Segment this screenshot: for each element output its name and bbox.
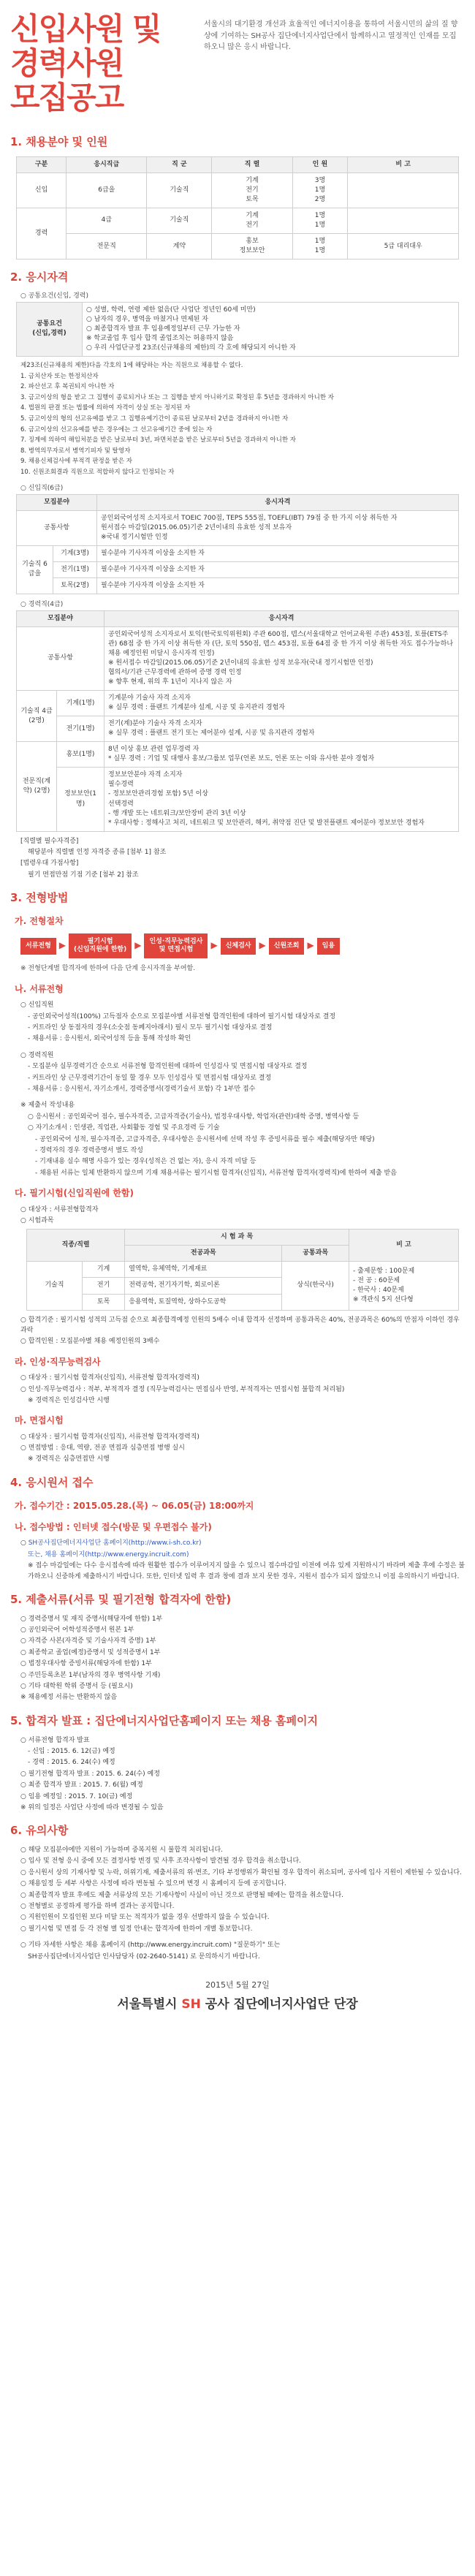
table-cell: 기술직 — [147, 173, 212, 208]
table-row — [17, 626, 459, 690]
list-item: ○ 응시원서 : 공인외국어 점수, 필수자격증, 고급자격증(기술사), 법정우대사항, 학업자(관련)대학 증명, 병역사항 등 — [28, 1113, 360, 1121]
table-cell: 정보보안분야 자격 소지자 필수경력 - 정보보안관리경험 포함) 5년 이상 선택경력 - 행 개발 또는 네트워크/보안장비 관리 3년 이상 * 우대사항 : 정해사고 처리, 네트워크 및 보안관리, 해커, 취약점 진단 및 발전플랜트 제어분야 정보보안 경험자 — [104, 768, 459, 831]
table-cell: 8년 이상 홍보 관련 업무경력 자 * 실무 경력 : 기업 및 대행사 홍보/그룹보 업무(언론 보도, 언론 또는 이와 유사한 분야 경험자 — [104, 742, 459, 768]
table-cell: 신입 — [17, 173, 66, 208]
table-row — [17, 545, 459, 561]
table-row — [17, 510, 459, 545]
list-item — [20, 1561, 465, 1582]
list-item-text: 경력자의 경우 경력증명서 별도 작성 — [39, 1146, 143, 1154]
list-item: ○ 우리 사업단규정 23조(신규채용의 제한)의 각 호에 해당되지 아니한 자 — [86, 344, 296, 352]
table-cell: 전기(계)분야 기술사 자격 소지자 ※ 실무 경력 : 플랜트 전기 또는 제어분야 설계, 시공 및 유지관리 경험자 — [104, 716, 459, 742]
table-cell: 기계 전기 — [212, 208, 292, 233]
notice-list — [20, 1845, 465, 1962]
list-item: ※ 채용예정 서류는 반환하지 않음 — [20, 1694, 118, 1702]
table-cell: 공통사항 — [17, 510, 97, 545]
list-item: ○ 채용일정 등 세부 사항은 사정에 따라 변동될 수 있으며 변경 시 홈페이지 등에 공지합니다. — [20, 1880, 286, 1888]
application-list — [20, 1538, 465, 1582]
common-table — [16, 302, 459, 357]
table-cell: 전기(1명) — [53, 561, 97, 577]
arrow-right-icon: ▶ — [134, 940, 142, 951]
table-cell: 기술직 — [27, 1262, 83, 1310]
written-exam-list — [20, 1205, 465, 1227]
new-table-wrap — [16, 494, 459, 594]
table-cell: 기술직 6급을 — [17, 545, 53, 594]
org-suffix: 공사 집단에너지사업단 단장 — [205, 1996, 358, 2012]
flow-step-written: 필기시험 (신입직원에 한함) — [69, 933, 132, 958]
list-item: ○ 경력직원 — [20, 1051, 54, 1059]
th-job: 직종/직렬 — [27, 1230, 125, 1262]
new-label: ○ 신입직(6급) — [20, 484, 64, 492]
list-item-text: 모집분야 실무경력기간 순으로 서류전형 합격인원에 대하여 인성검사 및 면접시험 대상자로 결정 — [32, 1063, 308, 1071]
table-cell: 공인외국어성적 소지자로서 토익(한국토익위원회) 주관 600점, 텝스(서울대학교 언어교육원 주관) 453점, 토플(ETS주관) 68점 중 한 가지 이상 취득한 자 (단, 토익 550점, 텝스 453점, 토플 64점 중 한 가지 이상 취득한 자도 접수가능하나 채용 예정인원 미달시 응시자격 인정) ※ 원서접수 마감일(2015.06.05)기준 2년이내의 유효한 성적 보유자(국내 정기시험만 인정) 협의서/기관 근무경력에 관하여 증명 경력 인정 ※ 향후 현재, 위의 후 1년이 지나지 않은 자 — [104, 626, 459, 690]
list-item-text: 대상자 : 필기시험 합격자(신입직), 서류전형 합격자(경력직) — [28, 1374, 200, 1382]
exam-subjects-table — [26, 1229, 459, 1310]
table-cell: 기계(1명) — [57, 691, 104, 716]
table-cell: 3명 1명 2명 — [292, 173, 348, 208]
table-cell: 1명 1명 — [292, 234, 348, 260]
list-item-text: 주민등록초본 1부(남자의 경우 병역사항 기재) — [28, 1671, 161, 1679]
list-item: - 기재내용 실수 해명 사유가 있는 경우(성적은 건 없는 자), 응시 자격 미달 등 — [35, 1158, 256, 1166]
table-row — [17, 173, 459, 208]
section-2-title: 2. 응시자격 — [10, 270, 69, 284]
table-row — [17, 208, 459, 233]
list-item: ○ 자격증 사본(자격증 및 기술사자격 증명) 1부 — [20, 1637, 156, 1645]
list-item-text: 기타 대학원 학위 증명서 등 (필요시) — [28, 1683, 133, 1691]
arrow-right-icon: ▶ — [210, 940, 218, 951]
list-item — [20, 1100, 465, 1110]
flow-step-background: 신원조회 — [269, 938, 305, 955]
table-cell — [348, 208, 459, 233]
list-item-text: 공인외국어 성적, 필수자격증, 고급자격증, 우대사항은 응시원서에 선택 작성 후 증빙서류를 필수 제출(해당자만 해당) — [39, 1135, 375, 1143]
intro-text: 서울시의 대기환경 개선과 효율적인 에너지이용을 통하여 서울시민의 삶의 질 향상에 기여하는 SH공사 집단에너지사업단에서 함께하시고 열정적인 인재를 모집하오니 많은 응시 바랍니다. — [204, 20, 458, 51]
sub-title-d: 라. 인성·직무능력검사 — [15, 1356, 101, 1367]
list-item-text: 시험과목 — [28, 1216, 54, 1224]
th-remarks: 비 고 — [348, 156, 459, 173]
list-item-text: 대상자 : 필기시험 합격자(신입직), 서류전형 합격자(경력직) — [28, 1433, 200, 1441]
list-item: - 채용서류 : 응시원서, 자기소개서, 경력증명서(경력기술서 포함) 각 1부만 접수 — [28, 1086, 256, 1094]
flow-step-interview: 인성·직무능력검사 및 면접시험 — [144, 933, 208, 958]
common-items — [83, 302, 459, 356]
positions-table-wrap — [16, 156, 459, 260]
th-field: 모집분야 — [17, 494, 97, 510]
aptitude-list — [20, 1373, 465, 1406]
arrow-right-icon: ▶ — [58, 940, 66, 951]
th-subjects: 시 험 과 목 — [125, 1230, 349, 1246]
section-5-title: 5. 제출서류(서류 및 필기전형 합격자에 한함) — [10, 1592, 232, 1606]
list-item: ○ 최종합격자 발표 후 임용예정일부터 근무 가능한 자 — [86, 325, 240, 333]
list-item-text: 응시원서 : 공인외국어 점수, 필수자격증, 고급자격증(기술사), 법정우대사항, 학업자(관련)대학 증명, 병역사항 등 — [35, 1113, 360, 1121]
section-4-title: 4. 응시원서 접수 — [10, 1475, 94, 1489]
sh-logo: SH — [181, 1996, 201, 2012]
list-item-text: 학교졸업 후 입사 합격 졸업조치는 허용하지 않음 — [94, 334, 234, 342]
list-item-text: 기재내용 실수 해명 사유가 있는 경우(성적은 건 없는 자), 응시 자격 미달 등 — [39, 1158, 256, 1166]
list-item: ○ 응시원서 상의 기재사항 및 누락, 허위기재, 제출서류의 위·변조, 기타 부정행위가 확인될 경우 합격이 취소되며, 공사에 입사 지원이 제한될 수 있습니다. — [20, 1868, 462, 1876]
table-cell: 홍보 정보보안 — [212, 234, 292, 260]
documents-list — [20, 1614, 465, 1703]
table-cell: 기계(3명) — [53, 545, 97, 561]
list-item: ○ 인성·직무능력검사 : 적부, 부적격자 결정 (직무능력검사는 면접심사 반영, 부적격자는 면접시험 불합격 처리됨) — [20, 1385, 345, 1393]
list-item: ○ 시험과목 — [20, 1216, 54, 1224]
application-method: 나. 접수방법 : 인터넷 접수(방문 및 우편접수 불가) — [15, 1522, 212, 1532]
process-flow — [20, 933, 459, 958]
list-item-text: 최종합격자 발표 후에도 제출 서류상의 모든 기재사항이 사실이 아닌 것으로 판명될 때에는 합격을 취소합니다. — [28, 1891, 344, 1899]
list-item: ○ 서류전형 합격자 발표 — [20, 1736, 90, 1744]
table-row — [17, 691, 459, 716]
table-cell: 필수분야 기사자격 이상을 소지한 자 — [97, 577, 459, 594]
table-cell: 필수분야 기사자격 이상을 소지한 자 — [97, 561, 459, 577]
table-row — [17, 768, 459, 831]
list-item-text: ※ 제출서 작성내용 — [20, 1102, 75, 1110]
list-item: 해당분야 직렬별 인정 자격증 종류 [첨부 1] 참조 — [28, 849, 167, 857]
section-7-title: 6. 유의사항 — [10, 1824, 69, 1838]
common-label-text: 공통요건(신입, 경력) — [28, 292, 89, 300]
application-period: 가. 접수기간 : 2015.05.28.(목) ~ 06.05(금) 18:00까지 — [15, 1500, 254, 1511]
th-common: 공통과목 — [282, 1246, 349, 1262]
list-item — [20, 1550, 465, 1560]
list-item: [직렬별 필수자격증] — [20, 837, 79, 845]
section-6-title: 5. 합격자 발표 : 집단에너지사업단홈페이지 또는 채용 홈페이지 — [10, 1713, 318, 1727]
list-item-text: 자기소개서 : 인생관, 직업관, 사회활동 경험 및 주요경력 등 기술 — [35, 1124, 220, 1132]
table-cell: 토목(2명) — [53, 577, 97, 594]
list-item: - 공인외국어성적(100%) 고득점자 순으로 모집분야별 서류전형 합격인원에 대하여 필기시험 대상자로 결정 — [28, 1012, 336, 1020]
list-item-text: 필기전형 합격자 발표 : 2015. 6. 24(수) 예정 — [28, 1770, 160, 1778]
list-item-text: 채용된 서류는 일체 반환하지 않으며 기재 채용서류는 필기시험 합격자(신입직), 서류전형 합격자(경력직)에 한하여 제출 받음 — [39, 1169, 397, 1177]
list-item: ○ 합격인원 : 모집분야별 채용 예정인원의 3배수 — [20, 1338, 160, 1346]
table-cell: 응용역학, 토질역학, 상하수도공학 — [125, 1294, 282, 1310]
table-cell: 전기(1명) — [57, 716, 104, 742]
table-row — [17, 561, 459, 577]
spacer — [20, 1935, 465, 1939]
list-item: ○ 기타 자세한 사항은 채용 홈페이지 (http://www.energy.incruit.com) "질문하기" 또는 — [20, 1942, 281, 1950]
table-cell: 정보보안(1명) — [57, 768, 104, 831]
new-qual-table — [16, 494, 459, 594]
list-item: - 경력 : 2015. 6. 24(수) 예정 — [28, 1759, 115, 1767]
section-3-title: 3. 전형방법 — [10, 891, 69, 905]
list-item: - 공인외국어 성적, 필수자격증, 고급자격증, 우대사항은 응시원서에 선택 작성 후 증빙서류를 필수 제출(해당자만 해당) — [35, 1135, 375, 1143]
table-cell: 필수분야 기사자격 이상을 소지한 자 — [97, 545, 459, 561]
list-item-text: 우리 사업단규정 23조(신규채용의 제한)의 각 호에 해당되지 아니한 자 — [94, 344, 296, 352]
list-item: 2. 파산선고 후 복권되지 아니한 자 — [20, 383, 115, 391]
table-cell: 상식(한국사) — [282, 1262, 349, 1310]
list-item-text: 공인외국어 어학성적증명서 원본 1부 — [28, 1626, 134, 1634]
table-cell: 1명 1명 — [292, 208, 348, 233]
announcement-list — [20, 1735, 465, 1814]
list-item-text: ※ 접수 마감일에는 다수 응시접속에 따라 원활한 접수가 이루어지지 않을 수 있으니 접수마감일 이전에 여유 있게 지원하시기 바라며 제출 후에 수정은 불가하오니 신중하게 제출하시기 바랍니다. 또한, 인터넷 입력 후 결과 창에 결과 보지 못한 경우, 지원서 접수가 되지 않았으니 이점 유의하시기 바랍니다. — [28, 1562, 465, 1580]
footer-org — [10, 1996, 465, 2014]
list-item: ○ 최종학교 졸업(예정)증명서 및 성적증명서 1부 — [20, 1648, 161, 1656]
interview-list — [20, 1432, 465, 1465]
table-cell: 기술직 — [147, 208, 212, 233]
list-item-text: 지원인원이 모집인원 보다 미달 또는 적격자가 없을 경우 선발하지 않을 수 있습니다. — [28, 1914, 270, 1922]
th-field: 모집분야 — [17, 610, 104, 626]
list-item: 5. 금고이상의 형의 선고유예를 받고 그 집행유예기간이 종료된 날로부터 2년을 경과하지 아니한 자 — [20, 415, 289, 423]
table-cell: 홍보(1명) — [57, 742, 104, 768]
list-item-text: 면접방법 : 응대, 역량, 전공 면접과 심층면접 병행 실시 — [28, 1444, 185, 1452]
list-item: ○ 해당 모집분야에만 지원이 가능하며 중복지원 시 불합격 처리됩니다. — [20, 1846, 224, 1855]
list-item-text: 성별, 학력, 연령 제한 없음(단 사업단 정년인 60세 미만) — [94, 306, 256, 314]
list-item: - 모집분야 실무경력기간 순으로 서류전형 합격인원에 대하여 인성검사 및 면접시험 대상자로 결정 — [28, 1063, 308, 1071]
list-item: ○ 성별, 학력, 연령 제한 없음(단 사업단 정년인 60세 미만) — [86, 306, 256, 314]
arrow-right-icon: ▶ — [307, 940, 314, 951]
list-item: 1. 금치산자 또는 한정치산자 — [20, 372, 99, 380]
list-item: 3. 금고이상의 형을 받고 그 집행이 종료되거나 또는 그 집행을 받지 아니하기로 확정된 후 5년을 경과하지 아니한 자 — [20, 393, 334, 401]
career-label: ○ 경력직(4급) — [20, 600, 64, 608]
list-item: ○ 지원인원이 모집인원 보다 미달 또는 적격자가 없을 경우 선발하지 않을 수 있습니다. — [20, 1914, 270, 1922]
list-item: ○ 대상자 : 필기시험 합격자(신입직), 서류전형 합격자(경력직) — [20, 1433, 200, 1441]
list-item: ※ 경력직은 심층면접만 시행 — [28, 1455, 110, 1463]
table-cell: 기계 전기 토목 — [212, 173, 292, 208]
list-item: 10. 신원조회결과 직원으로 적합하지 않다고 인정되는 자 — [20, 468, 175, 476]
list-item: 필기 면접만점 기점 기준 [첨부 2] 참조 — [28, 871, 139, 879]
arrow-right-icon: ▶ — [259, 940, 266, 951]
disqualification-list — [20, 361, 465, 478]
sub-title-a: 가. 전형절차 — [15, 915, 64, 926]
common-head: 공통요건 (신입,경력) — [17, 302, 83, 356]
table-cell: 계약 — [147, 234, 212, 260]
table-cell: 전기 — [83, 1278, 125, 1294]
list-item: - 커트라인 상 근무경력기간이 동일 할 경우 모두 인성검사 및 면접시험 대상자로 결정 — [28, 1074, 272, 1082]
header — [10, 0, 465, 124]
sub-title-e: 마. 면접시험 — [15, 1415, 64, 1426]
table-cell: - 출제문항 : 100문제 - 전 공 : 60문제 - 한국사 : 40문제 ※ 객관식 5지 선다형 — [349, 1262, 459, 1310]
list-item-text: 커트라인 상 근무경력기간이 동일 할 경우 모두 인성검사 및 면접시험 대상자로 결정 — [32, 1074, 272, 1082]
list-item: - 채용된 서류는 일체 반환하지 않으며 기재 채용서류는 필기시험 합격자(신입직), 서류전형 합격자(경력직)에 한하여 제출 받음 — [35, 1169, 397, 1177]
list-item: [법령우대 가점사항] — [20, 860, 79, 868]
section-1-title: 1. 채용분야 및 인원 — [10, 135, 108, 148]
th-major: 전공과목 — [125, 1246, 282, 1262]
table-cell: 6급을 — [66, 173, 147, 208]
list-item-text: 자격증 사본(자격증 및 기술사자격 증명) 1부 — [28, 1637, 156, 1645]
list-item: ○ 임용 예정일 : 2015. 7. 10(금) 예정 — [20, 1792, 133, 1800]
table-cell: 경력 — [17, 208, 66, 259]
list-item-text: 최종합격자 발표 후 임용예정일부터 근무 가능한 자 — [94, 325, 240, 333]
list-item: 8. 병역의무자로서 병역기피자 및 탈영자 — [20, 447, 131, 455]
list-item-text: 합격기준 : 필기시험 성적의 고득점 순으로 최종합격예정 인원의 5배수 이내 합격자 선정하며 공통과목은 40%, 전공과목은 60%의 만점자 이하인 경우 과락 — [20, 1316, 460, 1334]
list-item: ○ 주민등록초본 1부(남자의 경우 병역사항 기재) — [20, 1671, 161, 1679]
list-item: ○ 대상자 : 서류전형합격자 — [20, 1205, 99, 1213]
sub-title-b: 나. 서류전형 — [15, 983, 64, 994]
list-item-text: 최종학교 졸업(예정)증명서 및 성적증명서 1부 — [28, 1648, 161, 1656]
list-item-text: 채용서류 : 응시원서, 자기소개서, 경력증명서(경력기술서 포함) 각 1부만 접수 — [32, 1086, 256, 1094]
list-item-text: 필기시험 및 면접 등 각 전형 별 일정 안내는 합격자에 한하여 개별 통보합니다. — [28, 1925, 253, 1933]
list-item-text: 경력직원 — [28, 1051, 54, 1059]
table-cell: 공통사항 — [17, 626, 104, 690]
footer-date: 2015년 5월 27일 — [205, 1980, 270, 1990]
list-item-text: 해당 모집분야에만 지원이 가능하며 중복지원 시 불합격 처리됩니다. — [28, 1846, 224, 1855]
list-item: ○ SH공사집단에너지사업단 홈페이지(http://www.i-sh.co.kr) — [20, 1539, 202, 1548]
list-item-text: 임용 예정일 : 2015. 7. 10(금) 예정 — [28, 1792, 133, 1800]
list-item: ○ 전형별로 공정하게 평가를 하며 결과는 공지합니다. — [20, 1903, 175, 1911]
th-qual: 응시자격 — [104, 610, 459, 626]
table-cell — [348, 173, 459, 208]
list-item: ○ 법정우대사항 증빙서류(해당자에 한함) 1부 — [20, 1660, 152, 1668]
list-item: ○ 남자의 경우, 병역을 마쳤거나 면제된 자 — [86, 315, 208, 323]
new-label-text: 신입직(6급) — [28, 484, 64, 492]
list-item: ○ 입사 및 전형 응시 중에 모든 결정사항 변경 및 사후 조작사항이 발견될 경우 합격을 취소합니다. — [20, 1857, 302, 1865]
list-item-text: 기타 자세한 사항은 채용 홈페이지 (http://www.energy.incruit.com) "질문하기" 또는 — [28, 1942, 281, 1950]
table-cell: 기술직 4급(2명) — [17, 691, 57, 742]
table-cell: 기계분야 기술사 자격 소지자 ※ 실무 경력 : 플랜트 기계분야 설계, 시공 및 유지관리 경험자 — [104, 691, 459, 716]
list-item: 제23조(신규채용의 제한)다음 각호의 1에 해당하는 자는 직원으로 채용할 수 없다. — [20, 362, 243, 370]
title-line-2: 모집공고 — [10, 80, 123, 116]
flow-note: ※ 전형단계별 합격자에 한하여 다음 단계 응시자격을 부여함. — [20, 964, 196, 972]
common-label: ○ 공통요건(신입, 경력) — [20, 292, 89, 300]
list-item: - 커트라인 상 동점자의 경우(소숫점 동페지아래서) 필시 모두 필기시험 대상자로 결정 — [28, 1024, 273, 1032]
list-item: ○ 대상자 : 필기시험 합격자(신입직), 서류전형 합격자(경력직) — [20, 1374, 200, 1382]
list-item-text: 대상자 : 서류전형합격자 — [28, 1205, 99, 1213]
th-category: 구분 — [17, 156, 66, 173]
list-item: ○ 공인외국어 어학성적증명서 원본 1부 — [20, 1626, 134, 1634]
list-item-text: 서류전형 합격자 발표 — [28, 1736, 90, 1744]
title-line-1: 신입사원 및 경력사원 — [10, 11, 161, 82]
th-note: 비 고 — [349, 1230, 459, 1262]
exam-notes — [20, 1315, 465, 1347]
list-item: ○ 기타 대학원 학위 증명서 등 (필요시) — [20, 1683, 133, 1691]
title-block — [10, 12, 197, 115]
career-table-wrap — [16, 610, 459, 832]
common-table-wrap — [16, 302, 459, 357]
spacer — [20, 1095, 465, 1099]
list-item-text: 입사 및 전형 응시 중에 모든 결정사항 변경 및 사후 조작사항이 발견될 경우 합격을 취소합니다. — [28, 1857, 302, 1865]
table-cell: 전력공학, 전기자기학, 회로이론 — [125, 1278, 282, 1294]
table-cell: 기계 — [83, 1262, 125, 1278]
list-item: ※ 위의 일정은 사업단 사정에 따라 변경될 수 있음 — [20, 1803, 164, 1811]
positions-table — [16, 156, 459, 260]
table-row — [17, 234, 459, 260]
list-item-text: 전형별로 공정하게 평가를 하며 결과는 공지합니다. — [28, 1903, 175, 1911]
spacer — [20, 1045, 465, 1050]
recruit-link[interactable]: 또는, 채용 홈페이지(http://www.energy.incruit.com) — [28, 1550, 189, 1558]
list-item-text: 신입직원 — [28, 1001, 54, 1009]
list-item: ○ 필기시험 및 면접 등 각 전형 별 일정 안내는 합격자에 한하여 개별 통보합니다. — [20, 1925, 253, 1933]
list-item: - 신입 : 2015. 6. 12(금) 예정 — [28, 1747, 115, 1755]
notes-list — [20, 836, 465, 881]
list-item: ○ 면접방법 : 응대, 역량, 전공 면접과 심층면접 병행 실시 — [20, 1444, 185, 1452]
document-screening-list — [20, 1000, 465, 1178]
table-cell: 열역학, 유체역학, 기계재료 — [125, 1262, 282, 1278]
exam-table-wrap — [26, 1229, 459, 1310]
list-item: 9. 채용신체검사에 부적격 판정을 받은 자 — [20, 458, 132, 466]
list-item-text: 남자의 경우, 병역을 마쳤거나 면제된 자 — [94, 315, 208, 323]
footer — [10, 1980, 465, 2014]
list-item: ○ 최종 합격자 발표 : 2015. 7. 6(월) 예정 — [20, 1781, 143, 1789]
th-job-group: 직 군 — [147, 156, 212, 173]
list-item: 4. 법원의 판결 또는 법률에 의하여 자격이 상실 또는 정지된 자 — [20, 404, 191, 412]
list-item: ※ 학교졸업 후 입사 합격 졸업조치는 허용하지 않음 — [86, 334, 234, 342]
table-cell: 전문직 — [66, 234, 147, 260]
list-item: ○ 합격기준 : 필기시험 성적의 고득점 순으로 최종합격예정 인원의 5배수 이내 합격자 선정하며 공통과목은 40%, 전공과목은 60%의 만점자 이하인 경우 과락 — [20, 1316, 460, 1334]
list-item-text: 채용일정 등 세부 사항은 사정에 따라 변동될 수 있으며 변경 시 홈페이지 등에 공지합니다. — [28, 1880, 286, 1888]
career-qual-table — [16, 610, 459, 832]
table-row — [17, 577, 459, 594]
list-item: ○ 최종합격자 발표 후에도 제출 서류상의 모든 기재사항이 사실이 아닌 것으로 판명될 때에는 합격을 취소합니다. — [20, 1891, 344, 1899]
career-label-text: 경력직(4급) — [28, 600, 64, 608]
list-item: - 채용서류 : 응시원서, 외국어성적 등을 통해 작성하 확인 — [28, 1035, 191, 1043]
table-cell: 4급 — [66, 208, 147, 233]
th-grade: 응시직급 — [66, 156, 147, 173]
list-item-text: 응시원서 상의 기재사항 및 누락, 허위기재, 제출서류의 위·변조, 기타 부정행위가 확인될 경우 합격이 취소되며, 공사에 입사 지원이 제한될 수 있습니다. — [28, 1868, 462, 1876]
list-item-text: 인성·직무능력검사 : 적부, 부적격자 결정 (직무능력검사는 면접심사 반영, 부적격자는 면접시험 불합격 처리됨) — [28, 1385, 345, 1393]
table-cell: 토목 — [83, 1294, 125, 1310]
table-row — [17, 716, 459, 742]
flow-step-appointment: 임용 — [317, 938, 340, 955]
sub-title-c: 다. 필기시험(신입직원에 한함) — [15, 1188, 134, 1199]
th-qual: 응시자격 — [97, 494, 459, 510]
list-item-text: 채용서류 : 응시원서, 외국어성적 등을 통해 작성하 확인 — [32, 1035, 191, 1043]
list-item: SH공사집단에너지사업단 인사담당자 (02-2640-5141) 로 문의하시기 바랍니다. — [28, 1952, 260, 1961]
list-item: - 경력자의 경우 경력증명서 별도 작성 — [35, 1146, 143, 1154]
table-cell: 공인외국어성적 소지자로서 TOEIC 700점, TEPS 555점, TOEFL(IBT) 79점 중 한 가지 이상 취득한 자 원서접수 마감일(2015.06.05)기준 2년이내의 유효한 성적 보유자 ※국내 정기시험만 인정 — [97, 510, 459, 545]
list-item: ○ 경력증명서 및 재직 증명서(해당자에 한함) 1부 — [20, 1615, 163, 1623]
list-item: ○ 필기전형 합격자 발표 : 2015. 6. 24(수) 예정 — [20, 1770, 160, 1778]
homepage-link[interactable]: SH공사집단에너지사업단 홈페이지(http://www.i-sh.co.kr) — [28, 1539, 202, 1548]
list-item-text: 합격인원 : 모집분야별 채용 예정인원의 3배수 — [28, 1338, 160, 1346]
list-item: 6. 금고이상의 선고유예를 받은 경우에는 그 선고유예기간 중에 있는 자 — [20, 425, 213, 433]
list-item-text: 경력증명서 및 재직 증명서(해당자에 한함) 1부 — [28, 1615, 163, 1623]
list-item-text: 최종 합격자 발표 : 2015. 7. 6(월) 예정 — [28, 1781, 143, 1789]
list-item: ○ 자기소개서 : 인생관, 직업관, 사회활동 경험 및 주요경력 등 기술 — [28, 1124, 220, 1132]
list-item-text: 공인외국어성적(100%) 고득점자 순으로 모집분야별 서류전형 합격인원에 대하여 필기시험 대상자로 결정 — [32, 1012, 336, 1020]
list-item-text: 커트라인 상 동점자의 경우(소숫점 동페지아래서) 필시 모두 필기시험 대상자로 결정 — [32, 1024, 273, 1032]
table-cell: 5급 대리대우 — [348, 234, 459, 260]
table-row — [27, 1262, 459, 1278]
th-job-series: 직 렬 — [212, 156, 292, 173]
list-item-text: 법정우대사항 증빙서류(해당자에 한함) 1부 — [28, 1660, 152, 1668]
th-headcount: 인 원 — [292, 156, 348, 173]
table-cell: 전문직(계약) (2명) — [17, 742, 57, 831]
table-row — [17, 742, 459, 768]
flow-step-document: 서류전형 — [20, 938, 56, 955]
flow-step-medical: 신체검사 — [221, 938, 256, 955]
org-prefix: 서울특별시 — [117, 1996, 178, 2012]
list-item: ○ 신입직원 — [20, 1001, 54, 1009]
list-item: ※ 경력직은 인성검사만 시행 — [28, 1396, 110, 1404]
list-item: 7. 징계에 의하여 해임처분을 받은 날로부터 3년, 파면처분을 받은 날로부터 5년을 경과하지 아니한 자 — [20, 436, 296, 444]
